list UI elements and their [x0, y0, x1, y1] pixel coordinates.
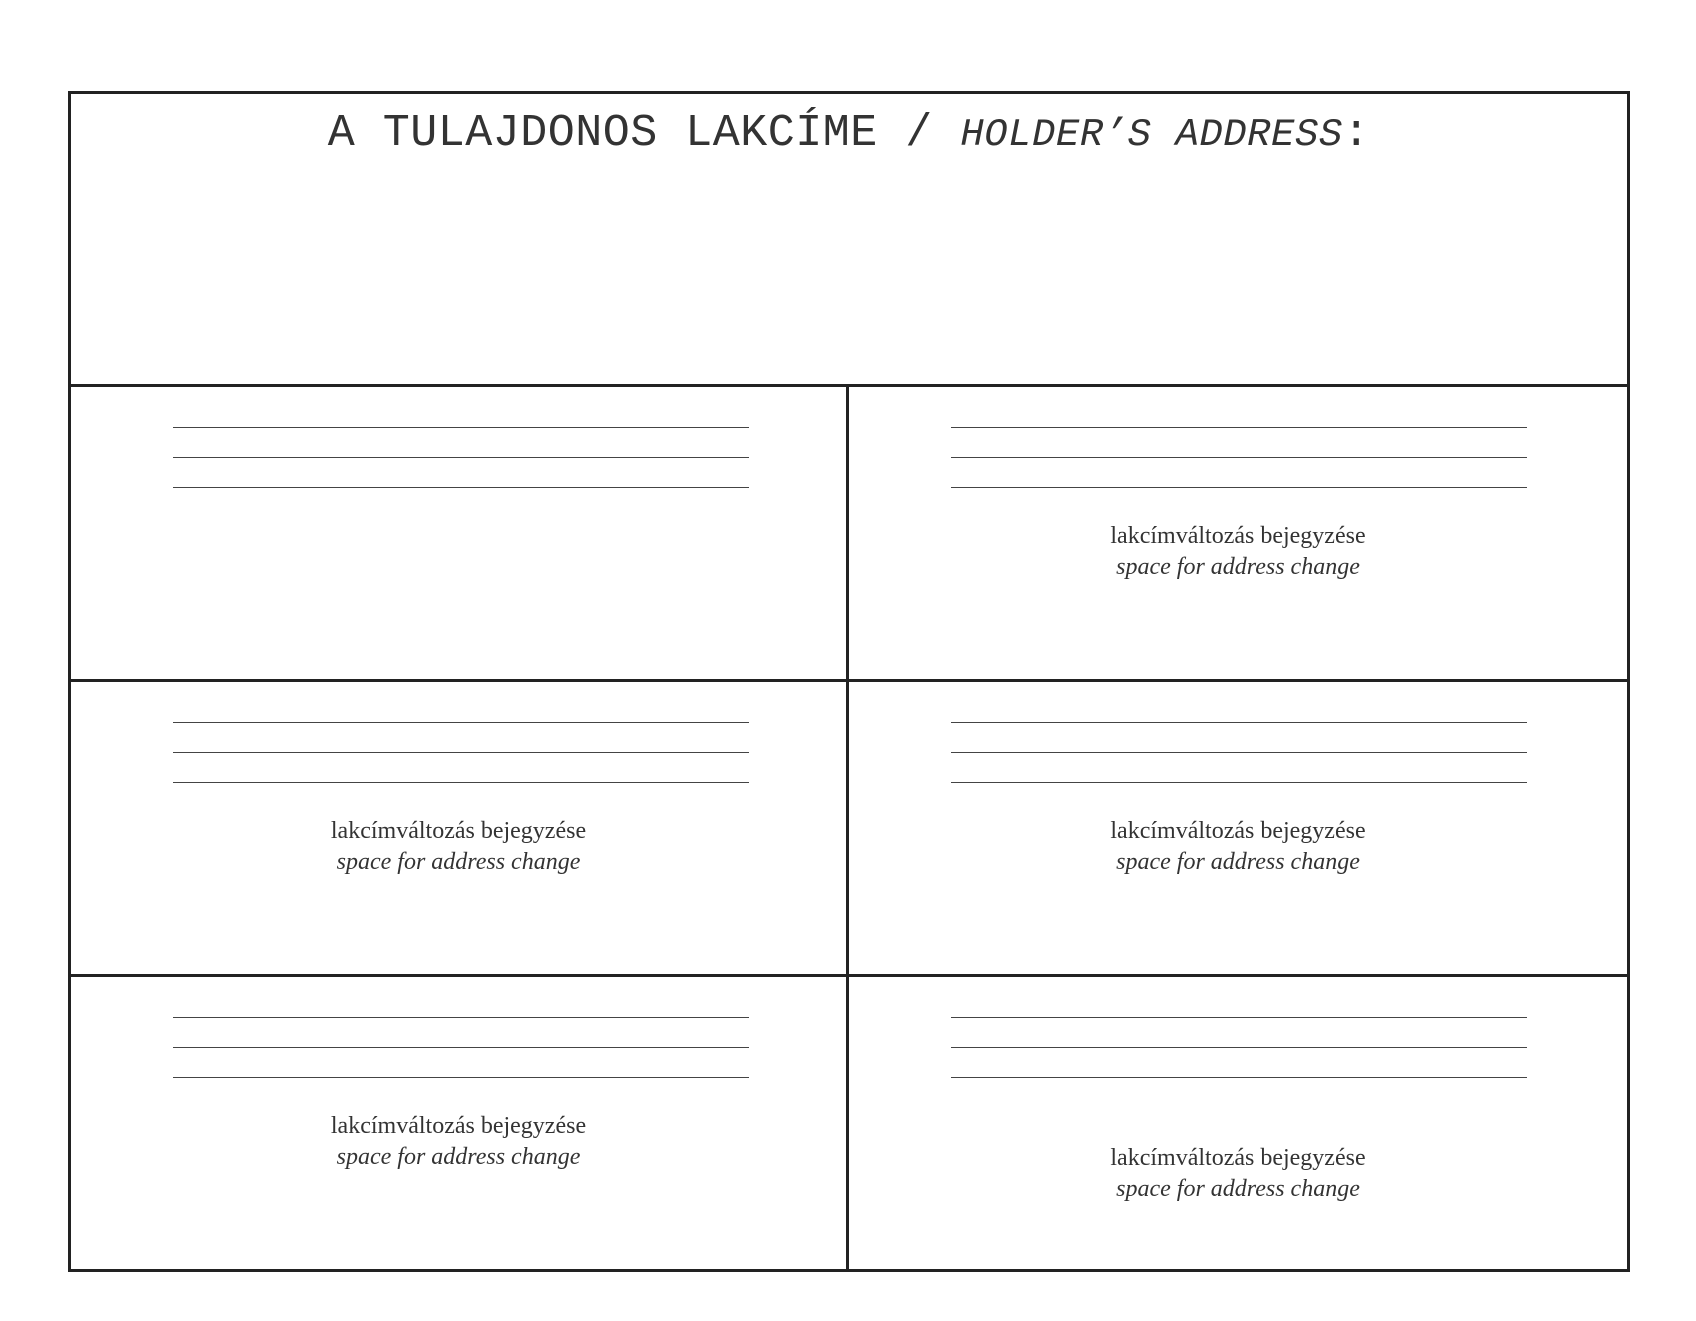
address-line[interactable]	[173, 457, 749, 458]
caption-hungarian: lakcímváltozás bejegyzése	[330, 818, 587, 844]
address-line[interactable]	[951, 752, 1527, 753]
address-form	[68, 91, 1630, 1272]
address-line[interactable]	[173, 752, 749, 753]
address-change-caption	[849, 816, 1627, 878]
title-hungarian: A TULAJDONOS LAKCÍME /	[327, 108, 961, 159]
address-cell-3	[71, 682, 849, 977]
caption-english: space for address change	[1116, 1176, 1360, 1202]
address-line[interactable]	[951, 487, 1527, 488]
address-line[interactable]	[173, 1047, 749, 1048]
address-line[interactable]	[173, 782, 749, 783]
address-lines	[951, 1017, 1527, 1107]
holder-address-header	[71, 94, 1627, 387]
address-line[interactable]	[173, 487, 749, 488]
page-title	[71, 108, 1627, 159]
address-change-caption	[849, 521, 1627, 583]
address-cell-5	[71, 977, 849, 1269]
address-line[interactable]	[951, 1077, 1527, 1078]
address-lines	[173, 722, 749, 812]
address-change-caption	[849, 1143, 1627, 1205]
caption-hungarian: lakcímváltozás bejegyzése	[1110, 818, 1366, 844]
address-lines	[951, 427, 1527, 517]
caption-hungarian: lakcímváltozás bejegyzése	[330, 1113, 587, 1139]
address-lines	[173, 427, 749, 517]
address-line[interactable]	[951, 1047, 1527, 1048]
address-line[interactable]	[951, 427, 1527, 428]
title-colon: :	[1342, 108, 1371, 159]
caption-english: space for address change	[336, 1144, 581, 1170]
address-line[interactable]	[173, 722, 749, 723]
address-line[interactable]	[951, 457, 1527, 458]
address-line[interactable]	[951, 1017, 1527, 1018]
address-line[interactable]	[951, 782, 1527, 783]
caption-english: space for address change	[1116, 554, 1360, 580]
title-english: HOLDER’S ADDRESS	[960, 113, 1343, 157]
caption-hungarian: lakcímváltozás bejegyzése	[1110, 1145, 1366, 1171]
address-change-caption	[71, 816, 846, 878]
address-line[interactable]	[951, 722, 1527, 723]
caption-hungarian: lakcímváltozás bejegyzése	[1110, 523, 1366, 549]
address-cell-6	[849, 977, 1627, 1269]
address-line[interactable]	[173, 427, 749, 428]
address-cell-2	[849, 387, 1627, 682]
address-change-caption	[71, 1111, 846, 1173]
address-line[interactable]	[173, 1077, 749, 1078]
address-lines	[951, 722, 1527, 812]
address-lines	[173, 1017, 749, 1107]
address-line[interactable]	[173, 1017, 749, 1018]
address-cell-4	[849, 682, 1627, 977]
caption-english: space for address change	[336, 849, 581, 875]
caption-english: space for address change	[1116, 849, 1360, 875]
address-cell-1	[71, 387, 849, 682]
